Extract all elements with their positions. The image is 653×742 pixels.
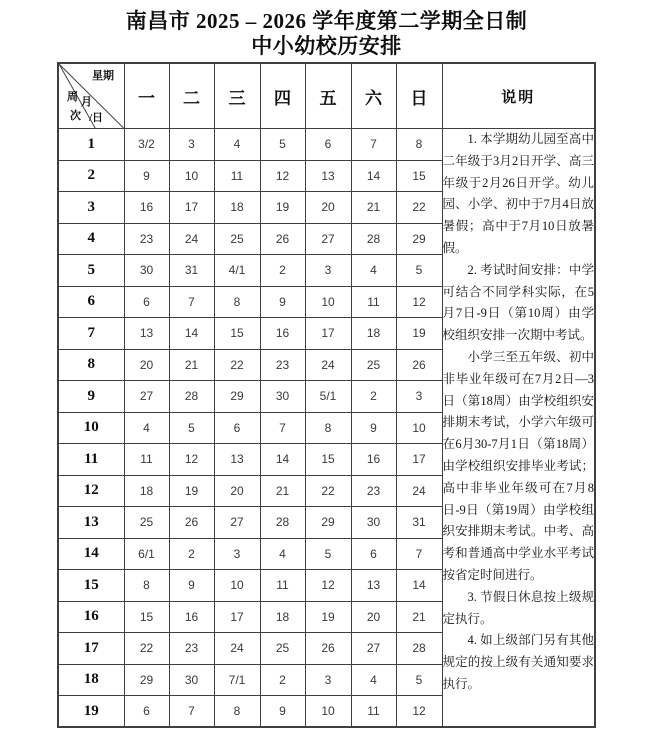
date-cell: 8 [214,696,260,728]
date-cell: 6 [124,286,169,318]
week-number-cell: 1 [58,129,124,161]
weekday-header-5: 五 [305,63,351,129]
week-number-cell: 5 [58,255,124,287]
weekday-header-2: 二 [169,63,214,129]
date-cell: 18 [260,601,305,633]
date-cell: 20 [351,601,396,633]
date-cell: 20 [124,349,169,381]
date-cell: 14 [260,444,305,476]
date-cell: 4 [260,538,305,570]
date-cell: 30 [260,381,305,413]
corner-day-label: /日 [89,112,104,124]
week-number-cell: 9 [58,381,124,413]
date-cell: 28 [351,223,396,255]
date-cell: 12 [169,444,214,476]
corner-week-label-bottom: 次 [70,110,81,122]
week-number-cell: 4 [58,223,124,255]
date-cell: 4/1 [214,255,260,287]
date-cell: 11 [351,286,396,318]
date-cell: 15 [396,160,442,192]
week-number-cell: 18 [58,664,124,696]
date-cell: 20 [305,192,351,224]
date-cell: 22 [305,475,351,507]
week-number-cell: 13 [58,507,124,539]
date-cell: 30 [169,664,214,696]
date-cell: 18 [351,318,396,350]
date-cell: 15 [305,444,351,476]
date-cell: 13 [124,318,169,350]
date-cell: 26 [169,507,214,539]
weekday-header-1: 一 [124,63,169,129]
document-title [0,0,653,59]
date-cell: 28 [169,381,214,413]
note-paragraph-3: 小学三至五年级、初中非毕业年级可在7月2日—3日（第18周）由学校组织安排期末考试，小学六年级可在6月30-7月1日（第18周）由学校组织安排毕业考试；高中非毕业年级可在7月8日-9日（第19周）由学校组织安排期末考试。中考、高考和普通高中学业水平考试按省定时间进行。 [442,349,594,582]
date-cell: 21 [169,349,214,381]
date-cell: 16 [169,601,214,633]
corner-week-label-top: 周 [67,91,78,103]
date-cell: 26 [396,349,442,381]
date-cell: 6 [124,696,169,728]
date-cell: 3 [169,129,214,161]
date-cell: 7 [351,129,396,161]
date-cell: 3 [214,538,260,570]
date-cell: 5 [396,255,442,287]
date-cell: 9 [260,286,305,318]
date-cell: 22 [396,192,442,224]
date-cell: 27 [214,507,260,539]
date-cell: 21 [396,601,442,633]
date-cell: 25 [351,349,396,381]
date-cell: 25 [214,223,260,255]
date-cell: 14 [396,570,442,602]
week-number-cell: 14 [58,538,124,570]
date-cell: 24 [214,633,260,665]
date-cell: 25 [260,633,305,665]
note-paragraph-5: 4. 如上级部门另有其他规定的按上级有关通知要求执行。 [442,633,594,691]
date-cell: 12 [396,696,442,728]
date-cell: 3 [396,381,442,413]
date-cell: 13 [351,570,396,602]
week-number-cell: 7 [58,318,124,350]
date-cell: 13 [214,444,260,476]
date-cell: 17 [396,444,442,476]
date-cell: 19 [305,601,351,633]
date-cell: 5 [396,664,442,696]
note-paragraph-2: 2. 考试时间安排：中学可结合不同学科实际，在5月7日-9日（第10周）由学校组织安排一次期中考试。 [442,262,594,343]
date-cell: 9 [351,412,396,444]
date-cell: 14 [351,160,396,192]
corner-header-cell [58,63,124,129]
date-cell: 14 [169,318,214,350]
date-cell: 12 [396,286,442,318]
date-cell: 4 [351,664,396,696]
date-cell: 10 [214,570,260,602]
weekday-header-3: 三 [214,63,260,129]
table-header-row [58,63,595,129]
date-cell: 26 [260,223,305,255]
date-cell: 7 [169,696,214,728]
date-cell: 27 [305,223,351,255]
date-cell: 11 [214,160,260,192]
date-cell: 15 [124,601,169,633]
week-number-cell: 12 [58,475,124,507]
date-cell: 11 [260,570,305,602]
week-number-cell: 2 [58,160,124,192]
notes-cell [442,129,595,728]
date-cell: 5 [169,412,214,444]
date-cell: 21 [351,192,396,224]
date-cell: 18 [124,475,169,507]
date-cell: 17 [169,192,214,224]
date-cell: 18 [214,192,260,224]
date-cell: 8 [214,286,260,318]
date-cell: 19 [396,318,442,350]
date-cell: 2 [260,255,305,287]
title-line-1: 南昌市 2025 – 2026 学年度第二学期全日制 [125,9,528,33]
date-cell: 24 [305,349,351,381]
corner-month-label: 月 [81,96,92,108]
date-cell: 4 [214,129,260,161]
date-cell: 5 [305,538,351,570]
date-cell: 27 [351,633,396,665]
date-cell: 23 [169,633,214,665]
date-cell: 9 [124,160,169,192]
date-cell: 6 [305,129,351,161]
date-cell: 16 [124,192,169,224]
week-number-cell: 11 [58,444,124,476]
date-cell: 16 [260,318,305,350]
date-cell: 5/1 [305,381,351,413]
week-number-cell: 17 [58,633,124,665]
date-cell: 9 [169,570,214,602]
date-cell: 17 [214,601,260,633]
date-cell: 7 [260,412,305,444]
date-cell: 7/1 [214,664,260,696]
title-line-2: 中小幼校历安排 [251,34,402,58]
date-cell: 7 [396,538,442,570]
date-cell: 29 [124,664,169,696]
date-cell: 2 [260,664,305,696]
date-cell: 10 [305,286,351,318]
date-cell: 4 [351,255,396,287]
date-cell: 8 [124,570,169,602]
date-cell: 28 [396,633,442,665]
date-cell: 10 [396,412,442,444]
date-cell: 12 [305,570,351,602]
date-cell: 9 [260,696,305,728]
date-cell: 10 [305,696,351,728]
date-cell: 25 [124,507,169,539]
date-cell: 29 [396,223,442,255]
date-cell: 2 [351,381,396,413]
date-cell: 28 [260,507,305,539]
date-cell: 20 [214,475,260,507]
date-cell: 24 [396,475,442,507]
school-calendar-table [57,62,596,728]
date-cell: 19 [169,475,214,507]
week-number-cell: 15 [58,570,124,602]
week-number-cell: 3 [58,192,124,224]
date-cell: 29 [305,507,351,539]
date-cell: 27 [124,381,169,413]
weekday-header-4: 四 [260,63,305,129]
week-number-cell: 8 [58,349,124,381]
weekday-header-7: 日 [396,63,442,129]
date-cell: 6/1 [124,538,169,570]
date-cell: 19 [260,192,305,224]
week-number-cell: 6 [58,286,124,318]
date-cell: 15 [214,318,260,350]
weekday-header-6: 六 [351,63,396,129]
week-number-cell: 10 [58,412,124,444]
date-cell: 10 [169,160,214,192]
date-cell: 22 [124,633,169,665]
date-cell: 11 [124,444,169,476]
note-paragraph-1: 1. 本学期幼儿园至高中二年级于3月2日开学、高三年级于2月26日开学。幼儿园、小学、初中于7月4日放暑假；高中于7月10日放暑假。 [442,132,594,255]
date-cell: 17 [305,318,351,350]
date-cell: 24 [169,223,214,255]
date-cell: 8 [305,412,351,444]
week-number-cell: 16 [58,601,124,633]
date-cell: 23 [260,349,305,381]
date-cell: 3/2 [124,129,169,161]
note-paragraph-4: 3. 节假日休息按上级规定执行。 [442,589,594,626]
date-cell: 4 [124,412,169,444]
date-cell: 31 [169,255,214,287]
date-cell: 21 [260,475,305,507]
date-cell: 30 [351,507,396,539]
date-cell: 26 [305,633,351,665]
date-cell: 5 [260,129,305,161]
week-number-cell: 19 [58,696,124,728]
notes-header: 说明 [442,63,595,129]
corner-weekday-label: 星期 [92,70,114,82]
date-cell: 6 [351,538,396,570]
calendar-week-row [58,129,595,161]
date-cell: 16 [351,444,396,476]
date-cell: 23 [351,475,396,507]
date-cell: 12 [260,160,305,192]
date-cell: 22 [214,349,260,381]
date-cell: 3 [305,664,351,696]
date-cell: 8 [396,129,442,161]
date-cell: 23 [124,223,169,255]
date-cell: 29 [214,381,260,413]
date-cell: 3 [305,255,351,287]
date-cell: 13 [305,160,351,192]
date-cell: 31 [396,507,442,539]
date-cell: 2 [169,538,214,570]
date-cell: 30 [124,255,169,287]
date-cell: 7 [169,286,214,318]
date-cell: 11 [351,696,396,728]
date-cell: 6 [214,412,260,444]
